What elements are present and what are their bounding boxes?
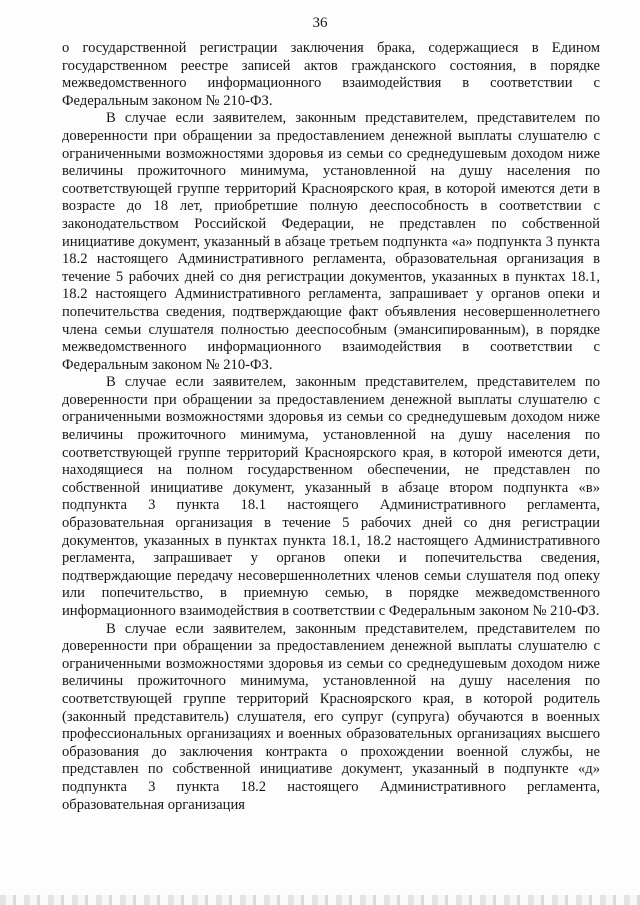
page-number: 36	[312, 15, 328, 31]
paragraph-military-education: В случае если заявителем, законным представителем, представителем по доверенности при обращении за предоставлением денежной выплаты слушателю с ограниченными возможностями здоровья из семьи со среднедушевым доходом ниже величины прожиточного минимума, установленной на душу населения по соответствующей группе территорий Красноярского края, в которой родитель (законный представитель) слушателя, его супруг (супруга) обучаются в военных профессиональных организациях и военных образовательных организациях высшего образования до заключения контракта о прохождении военной службы, не представлен по собственной инициативе документ, указанный в подпункте «д» подпункта 3 пункта 18.2 настоящего Административного регламента, образовательная организация	[62, 620, 600, 813]
document-body	[62, 40, 600, 814]
paragraph-guardianship: В случае если заявителем, законным представителем, представителем по доверенности при обращении за предоставлением денежной выплаты слушателю с ограниченными возможностями здоровья из семьи со среднедушевым доходом ниже величины прожиточного минимума, установленной на душу населения по соответствующей группе территорий Красноярского края, в которой имеются дети, находящиеся на полном государственном обеспечении, не представлен по собственной инициативе документ, указанный в абзаце втором подпункта «в» подпункта 3 пункта 18.1 настоящего Административного регламента, образовательная организация в течение 5 рабочих дней со дня регистрации документов, указанных в пунктах пункта 18.1, 18.2 настоящего Административного регламента, запрашивает у органов опеки и попечительства сведения, подтверждающие передачу несовершеннолетних членов семьи слушателя под опеку или попечительство, в приемную семью, в порядке межведомственного информационного взаимодействия в соответствии с Федеральным законом № 210-ФЗ.	[62, 374, 600, 619]
scan-noise-strip	[0, 895, 640, 905]
paragraph-emancipation: В случае если заявителем, законным представителем, представителем по доверенности при обращении за предоставлением денежной выплаты слушателю с ограниченными возможностями здоровья из семьи со среднедушевым доходом ниже величины прожиточного минимума, установленной на душу населения по соответствующей группе территорий Красноярского края, в которой имеются дети в возрасте до 18 лет, приобретшие полную дееспособность в соответствии с законодательством Российской Федерации, не представлен по собственной инициативе документ, указанный в абзаце третьем подпункта «а» подпункта 3 пункта 18.2 настоящего Административного регламента, образовательная организация в течение 5 рабочих дней со дня регистрации документов, указанных в пунктах 18.1, 18.2 настоящего Административного регламента, запрашивает у органов опеки и попечительства сведения, подтверждающие факт объявления несовершеннолетнего члена семьи слушателя полностью дееспособным (эмансипированным), в порядке межведомственного информационного взаимодействия в соответствии с Федеральным законом № 210-ФЗ.	[62, 110, 600, 373]
paragraph-continuation: о государственной регистрации заключения брака, содержащиеся в Едином государственном реестре записей актов гражданского состояния, в порядке межведомственного информационного взаимодействия в соответствии с Федеральным законом № 210-ФЗ.	[62, 40, 600, 109]
